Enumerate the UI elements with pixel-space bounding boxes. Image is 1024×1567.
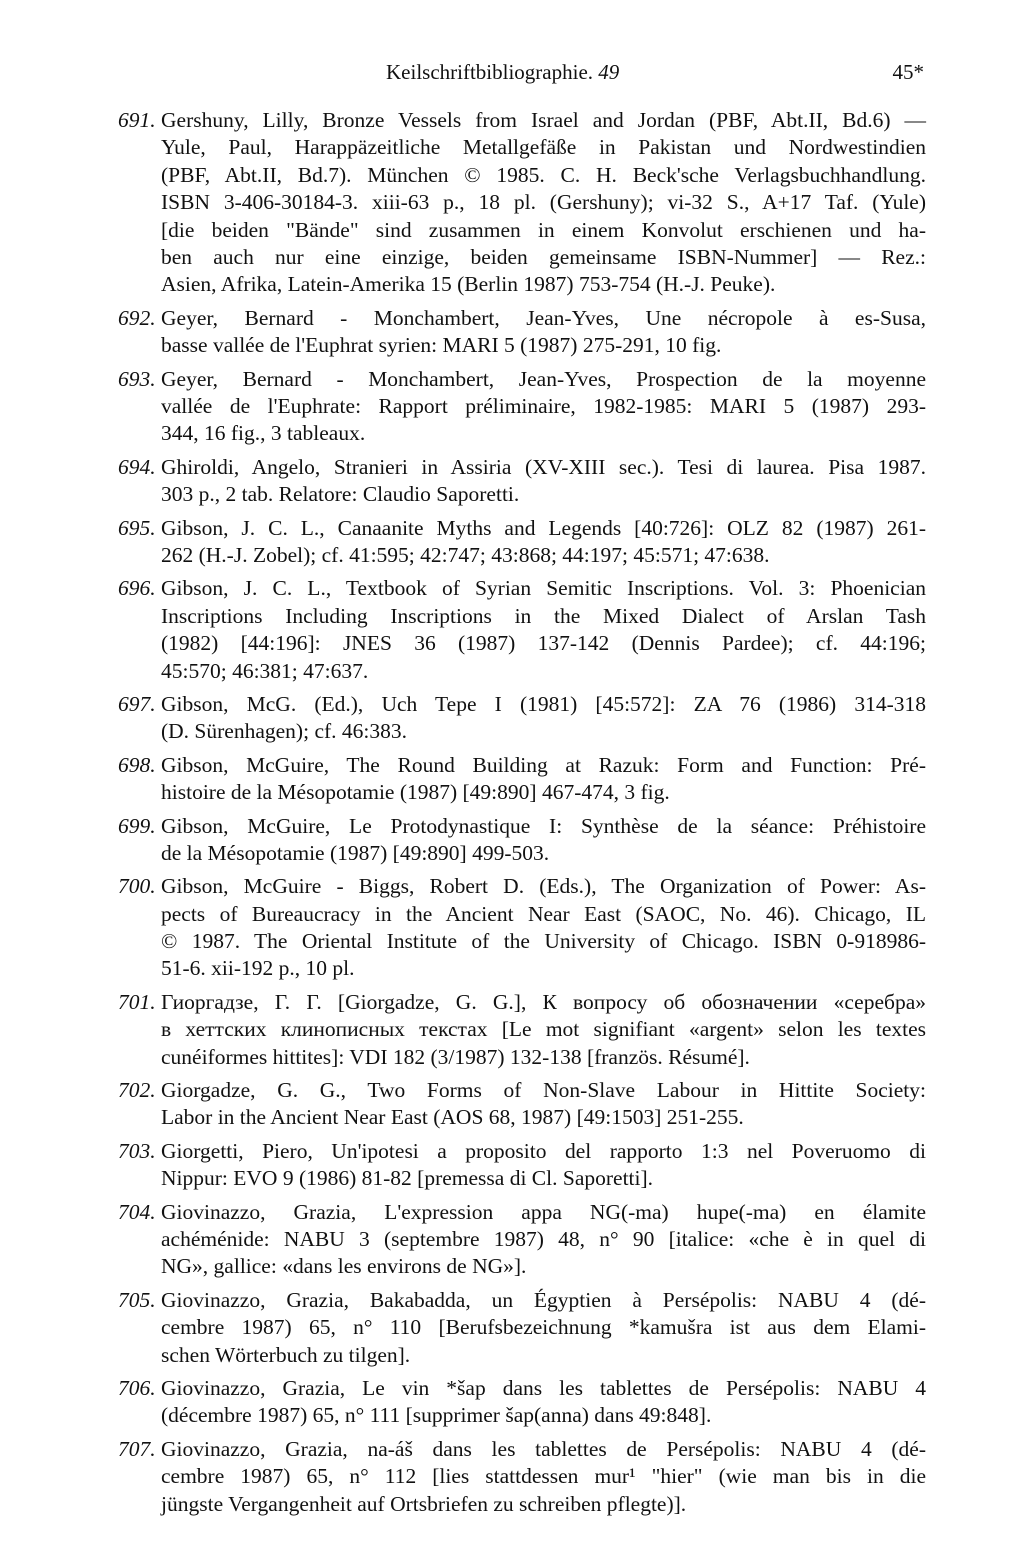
entry-line: de la Mésopotamie (1987) [49:890] 499-503.: [161, 840, 550, 865]
bibliography-entry-703: [118, 1138, 926, 1193]
entry-line: Giovinazzo, Grazia, na-áš dans les tablettes de Persépolis: NABU 4 (dé-: [161, 1436, 926, 1461]
bibliography-entry-691: [118, 107, 926, 299]
entry-line: Gibson, J. C. L., Textbook of Syrian Semitic Inscriptions. Vol. 3: Phoenician: [161, 576, 926, 601]
entry-line: Гиоргадзе, Г. Г. [Giorgadze, G. G.], К вопросу об обозначении «серебра»: [161, 989, 926, 1014]
entry-line: Ghiroldi, Angelo, Stranieri in Assiria (XV-XIII sec.). Tesi di laurea. Pisa 1987.: [161, 454, 926, 479]
entry-line: Inscriptions Including Inscriptions in the Mixed Dialect of Arslan Tash: [161, 603, 926, 628]
entry-list: [118, 107, 926, 1524]
running-title-text: Keilschriftbibliographie.: [386, 60, 594, 84]
entry-line: jüngste Vergangenheit auf Ortsbriefen zu schreiben pflegte)].: [161, 1491, 687, 1516]
entry-line: Giorgetti, Piero, Un'ipotesi a proposito del rapporto 1:3 nel Poveruomo di: [161, 1138, 926, 1163]
page-number: 45*: [892, 60, 924, 84]
entry-line: 262 (H.-J. Zobel); cf. 41:595; 42:747; 43:868; 44:197; 45:571; 47:638.: [161, 542, 770, 567]
entry-line: pects of Bureaucracy in the Ancient Near East (SAOC, No. 46). Chicago, IL: [161, 901, 926, 926]
entry-line: histoire de la Mésopotamie (1987) [49:890] 467-474, 3 fig.: [161, 780, 670, 805]
bibliography-entry-698: [118, 752, 926, 807]
bibliography-entry-695: [118, 515, 926, 570]
entry-line: [die beiden "Bände" sind zusammen in einem Konvolut erschienen und ha-: [161, 217, 926, 242]
entry-line: cembre 1987) 65, n° 110 [Berufsbezeichnung *kamušra ist aus dem Elami-: [161, 1315, 926, 1340]
entry-number: 703.: [118, 1138, 156, 1163]
page-header: [161, 60, 924, 90]
entry-number: 707.: [118, 1436, 156, 1461]
entry-line: (D. Sürenhagen); cf. 46:383.: [161, 719, 407, 744]
entry-line: Gibson, McG. (Ed.), Uch Tepe I (1981) [45:572]: ZA 76 (1986) 314-318: [161, 691, 926, 716]
entry-line: в хеттских клинописных текстах [Le mot signifiant «argent» selon les textes: [161, 1017, 926, 1042]
entry-line: (PBF, Abt.II, Bd.7). München © 1985. C. H. Beck'sche Verlagsbuchhandlung.: [161, 162, 926, 187]
entry-line: Giorgadze, G. G., Two Forms of Non-Slave Labour in Hittite Society:: [161, 1078, 926, 1103]
entry-line: Giovinazzo, Grazia, Bakabadda, un Égyptien à Persépolis: NABU 4 (dé-: [161, 1287, 926, 1312]
bibliography-entry-696: [118, 575, 926, 685]
entry-line: 344, 16 fig., 3 tableaux.: [161, 421, 366, 446]
entry-number: 691.: [118, 108, 156, 132]
entry-line: ISBN 3-406-30184-3. xiii-63 p., 18 pl. (Gershuny); vi-32 S., A+17 Taf. (Yule): [161, 190, 926, 215]
entry-number: 706.: [118, 1376, 156, 1401]
entry-line: achéménide: NABU 3 (septembre 1987) 48, n° 90 [italice: «che è in quel di: [161, 1227, 926, 1252]
running-title: [386, 60, 619, 85]
bibliography-entry-700: [118, 873, 926, 983]
entry-line: cunéiformes hittites]: VDI 182 (3/1987) 132-138 [französ. Résumé].: [161, 1044, 750, 1069]
entry-line: 45:570; 46:381; 47:637.: [161, 658, 369, 683]
entry-number: 695.: [118, 515, 156, 540]
entry-line: 303 p., 2 tab. Relatore: Claudio Saporetti.: [161, 482, 520, 507]
entry-number: 694.: [118, 454, 156, 479]
entry-line: NG», gallice: «dans les environs de NG»].: [161, 1254, 527, 1279]
entry-line: Giovinazzo, Grazia, L'expression appa NG(-ma) hupe(-ma) en élamite: [161, 1199, 926, 1224]
bibliography-entry-707: [118, 1436, 926, 1518]
bibliography-entry-697: [118, 691, 926, 746]
entry-line: © 1987. The Oriental Institute of the University of Chicago. ISBN 0-918986-: [161, 929, 926, 954]
entry-number: 698.: [118, 752, 156, 777]
entry-line: Asien, Afrika, Latein-Amerika 15 (Berlin 1987) 753-754 (H.-J. Peuke).: [161, 272, 776, 297]
entry-number: 702.: [118, 1078, 156, 1103]
bibliography-entry-704: [118, 1199, 926, 1281]
entry-line: Geyer, Bernard - Monchambert, Jean-Yves, Prospection de la moyenne: [161, 366, 926, 391]
bibliography-entry-692: [118, 305, 926, 360]
entry-number: 693.: [118, 366, 156, 391]
entry-line: (1982) [44:196]: JNES 36 (1987) 137-142 (Dennis Pardee); cf. 44:196;: [161, 631, 926, 656]
entry-line: cembre 1987) 65, n° 112 [lies stattdessen mur¹ "hier" (wie man bis in die: [161, 1464, 926, 1489]
entry-number: 696.: [118, 576, 156, 601]
bibliography-entry-702: [118, 1077, 926, 1132]
bibliography-entry-699: [118, 813, 926, 868]
bibliography-entry-693: [118, 366, 926, 448]
entry-line: Nippur: EVO 9 (1986) 81-82 [premessa di Cl. Saporetti].: [161, 1166, 654, 1191]
entry-number: 705.: [118, 1287, 156, 1312]
entry-number: 700.: [118, 874, 156, 899]
bibliography-entry-701: [118, 989, 926, 1071]
entry-line: Giovinazzo, Grazia, Le vin *šap dans les tablettes de Persépolis: NABU 4: [161, 1376, 926, 1401]
entry-line: vallée de l'Euphrate: Rapport préliminaire, 1982-1985: MARI 5 (1987) 293-: [161, 393, 926, 418]
entry-line: ben auch nur eine einzige, beiden gemeinsame ISBN-Nummer] — Rez.:: [161, 244, 926, 269]
entry-line: Gibson, McGuire, The Round Building at Razuk: Form and Function: Pré-: [161, 752, 926, 777]
entry-line: (décembre 1987) 65, n° 111 [supprimer šap(anna) dans 49:848].: [161, 1403, 712, 1428]
bibliography-entry-706: [118, 1375, 926, 1430]
volume-number: 49: [598, 60, 620, 84]
entry-line: schen Wörterbuch zu tilgen].: [161, 1342, 411, 1367]
entry-line: Gershuny, Lilly, Bronze Vessels from Israel and Jordan (PBF, Abt.II, Bd.6) —: [161, 108, 926, 132]
entry-line: Gibson, McGuire - Biggs, Robert D. (Eds.), The Organization of Power: As-: [161, 874, 926, 899]
entry-number: 701.: [118, 989, 156, 1014]
entry-line: Labor in the Ancient Near East (AOS 68, 1987) [49:1503] 251-255.: [161, 1105, 744, 1130]
entry-line: Gibson, J. C. L., Canaanite Myths and Legends [40:726]: OLZ 82 (1987) 261-: [161, 515, 926, 540]
entry-number: 692.: [118, 305, 156, 330]
bibliography-entry-694: [118, 454, 926, 509]
entry-number: 697.: [118, 691, 156, 716]
entry-line: 51-6. xii-192 p., 10 pl.: [161, 956, 355, 981]
entry-line: Gibson, McGuire, Le Protodynastique I: Synthèse de la séance: Préhistoire: [161, 813, 926, 838]
entry-line: Geyer, Bernard - Monchambert, Jean-Yves, Une nécropole à es-Susa,: [161, 305, 926, 330]
entry-number: 704.: [118, 1199, 156, 1224]
entry-line: basse vallée de l'Euphrat syrien: MARI 5 (1987) 275-291, 10 fig.: [161, 333, 722, 358]
bibliography-entry-705: [118, 1287, 926, 1369]
entry-line: Yule, Paul, Harappäzeitliche Metallgefäße in Pakistan und Nordwestindien: [161, 135, 926, 160]
entry-number: 699.: [118, 813, 156, 838]
